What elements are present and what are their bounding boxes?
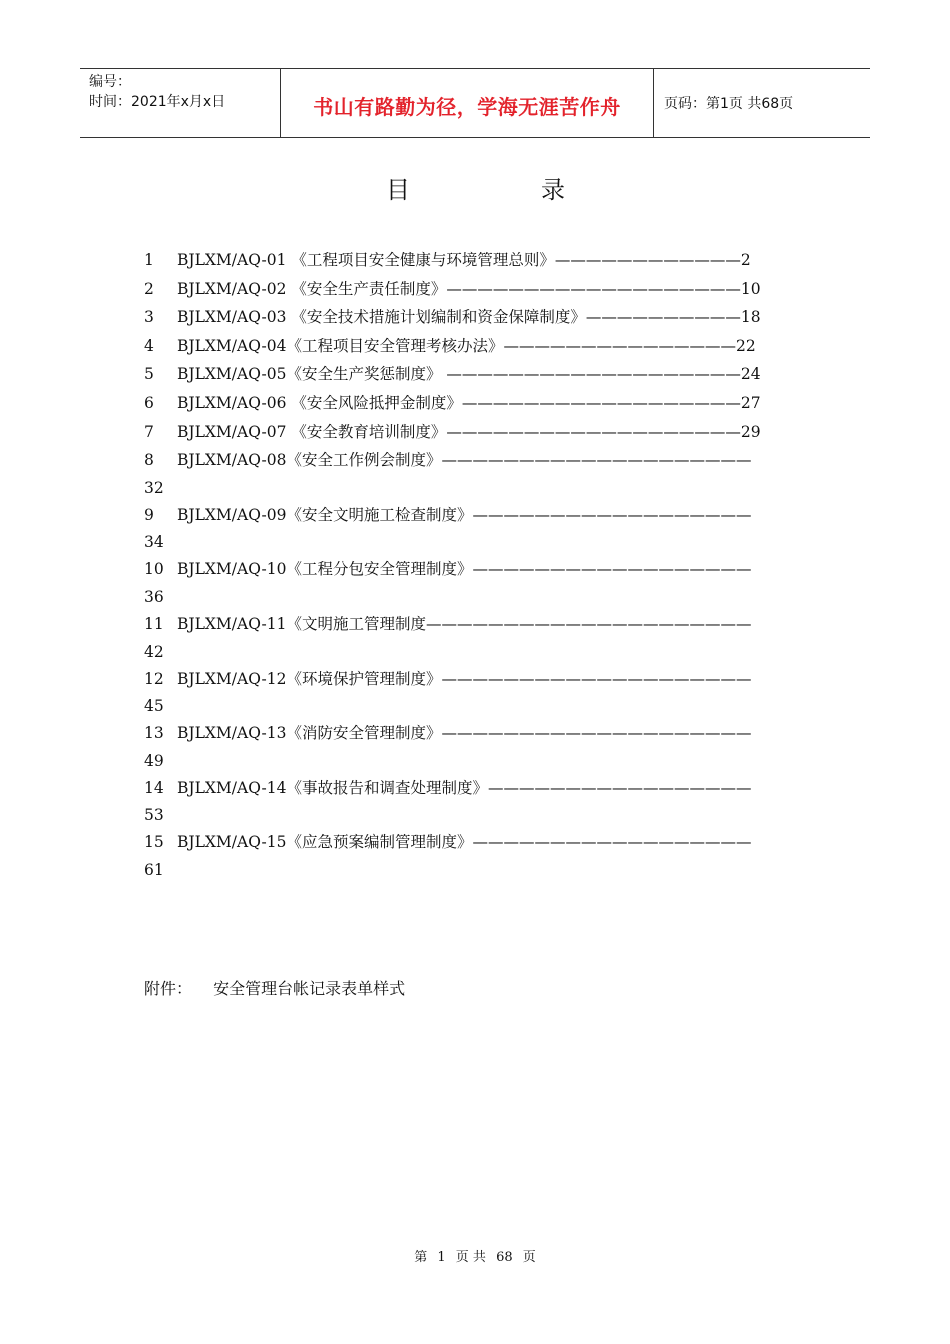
toc-entry-text: BJLXM/AQ-11《文明施工管理制度————————————————————— [177,614,752,633]
toc-entry-number: 12 [144,669,164,688]
toc-entry [144,303,844,332]
toc-entry-number: 2 [144,279,154,298]
toc-entry-text: BJLXM/AQ-06 《安全风险抵押金制度》——————————————————27 [177,393,761,412]
toc-entry-number: 3 [144,308,154,327]
toc-entry-number: 11 [144,614,164,633]
toc-entry [144,610,844,665]
title-char-1: 目 [386,176,410,204]
toc-entry-text: BJLXM/AQ-12《环境保护管理制度》———————————————————— [177,669,752,688]
toc-entry-text: BJLXM/AQ-08《安全工作例会制度》———————————————————— [177,451,752,470]
toc-entry-line [144,360,844,389]
toc-entry-number: 5 [144,365,154,384]
toc-entry-number: 8 [144,451,154,470]
toc-entry [144,665,844,720]
toc-entry-line [144,719,844,748]
toc-entry [144,360,844,389]
toc-entry-line [144,418,844,447]
toc-entry-line [144,665,844,694]
toc-entry [144,719,844,774]
toc-entry-line [144,555,844,584]
toc-entry-page: 34 [144,533,164,552]
toc-entry-number: 4 [144,336,154,355]
document-header [80,68,870,138]
toc-entry [144,389,844,418]
toc-entry-number: 15 [144,833,164,852]
toc-entry-line [144,774,844,803]
toc-entry-page: 42 [144,642,164,661]
footer-mid: 页 共 [455,1250,486,1265]
toc-entry [144,555,844,610]
toc-entry-text: BJLXM/AQ-10《工程分包安全管理制度》—————————————————— [177,560,752,579]
title-char-2: 录 [541,176,565,204]
toc-entry-line [144,610,844,639]
toc-entry-line [144,828,844,857]
toc-entry-text: BJLXM/AQ-09《安全文明施工检查制度》—————————————————— [177,505,752,524]
toc-entry-line [144,332,844,361]
toc-entry [144,446,844,501]
toc-entry-number: 6 [144,393,154,412]
toc-entry-line [144,389,844,418]
toc-entry-text: BJLXM/AQ-05《安全生产奖惩制度》 ———————————————————24 [177,365,761,384]
toc-entry-text: BJLXM/AQ-14《事故报告和调查处理制度》————————————————— [177,778,752,797]
toc-entry-text: BJLXM/AQ-13《消防安全管理制度》———————————————————— [177,724,752,743]
toc-entry [144,774,844,829]
document-number-label: 编号： [89,74,131,90]
header-motto-cell [281,69,654,137]
toc-entry-page: 49 [144,751,164,770]
header-page-info: 页码：第1页 共68页 [664,96,794,112]
toc-entry-page: 36 [144,587,164,606]
toc-entry-text: BJLXM/AQ-01 《工程项目安全健康与环境管理总则》————————————2 [177,251,751,269]
header-motto: 书山有路勤为径，学海无涯苦作舟 [313,95,621,119]
toc-entry [144,828,844,883]
toc-entry-page: 45 [144,697,164,716]
footer-page-number: 1 [437,1250,446,1265]
toc-entry-line [144,246,844,275]
toc-entry-number: 14 [144,778,164,797]
footer-total-pages: 68 [496,1250,513,1265]
toc-entry-page: 61 [144,860,164,879]
attachment-line [144,976,405,999]
toc-entry-line [144,501,844,530]
document-time-label: 时间：2021年x月x日 [89,94,226,110]
toc-entry-page: 32 [144,478,164,497]
toc-entry-text: BJLXM/AQ-04《工程项目安全管理考核办法》———————————————22 [177,336,756,355]
toc-entry-number: 13 [144,724,164,743]
table-of-contents [144,246,844,883]
toc-entry-page: 53 [144,806,164,825]
toc-entry [144,418,844,447]
toc-entry-line [144,446,844,475]
footer-prefix: 第 [414,1250,428,1265]
toc-entry-number: 9 [144,505,154,524]
toc-entry-number: 10 [144,560,164,579]
toc-entry [144,501,844,556]
toc-entry [144,332,844,361]
attachment-label: 附件： [144,979,193,998]
toc-entry-text: BJLXM/AQ-07 《安全教育培训制度》———————————————————29 [177,422,761,441]
toc-entry-text: BJLXM/AQ-02 《安全生产责任制度》———————————————————10 [177,279,761,298]
toc-entry-text: BJLXM/AQ-15《应急预案编制管理制度》—————————————————— [177,833,752,852]
page-footer [0,1246,950,1265]
toc-entry-number: 7 [144,422,154,441]
toc-entry [144,246,844,275]
toc-entry-number: 1 [144,251,154,269]
header-meta-cell [80,69,281,137]
attachment-text: 安全管理台帐记录表单样式 [213,979,406,998]
toc-entry [144,275,844,304]
toc-entry-line [144,275,844,304]
footer-suffix: 页 [522,1250,536,1265]
header-page-cell [654,69,870,137]
toc-entry-text: BJLXM/AQ-03 《安全技术措施计划编制和资金保障制度》——————————18 [177,308,761,327]
toc-entry-line [144,303,844,332]
